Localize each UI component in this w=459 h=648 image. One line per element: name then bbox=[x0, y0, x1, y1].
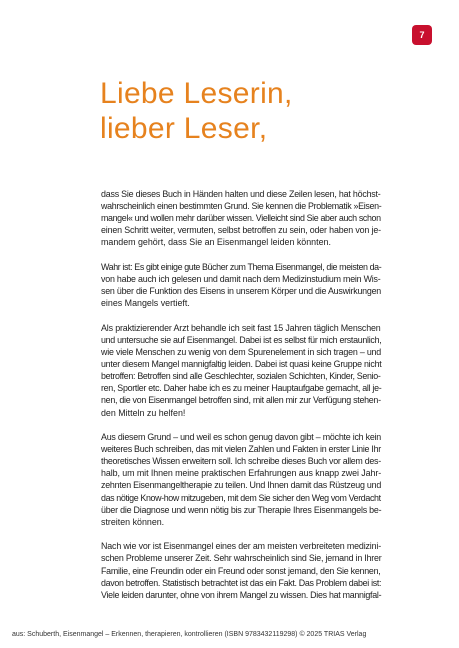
text-line: mandem gehört, dass Sie an Eisenmangel leiden könnten. bbox=[101, 237, 331, 248]
text-line: den Mitteln zu helfen! bbox=[101, 407, 186, 418]
text-line: das nötige Know-how mitzugeben, mit dem Sie sicher den Weg vom Verdacht bbox=[101, 492, 381, 503]
body-paragraph bbox=[101, 540, 381, 600]
body-paragraph bbox=[101, 261, 381, 309]
text-line: davon betroffen. Statistisch betrachtet ist das ein Fakt. Das Problem dabei ist: bbox=[101, 577, 382, 588]
text-line: schen Probleme unserer Zeit. Sehr wahrscheinlich sind Sie, jemand in Ihrer bbox=[101, 553, 382, 564]
body-paragraph bbox=[101, 431, 381, 528]
text-line: Wahr ist: Es gibt einige gute Bücher zum Thema Eisenmangel, die meisten da- bbox=[101, 261, 382, 272]
text-line: wie viele Menschen zu wenig von dem Spurenelement in sich tragen – und bbox=[101, 347, 382, 358]
text-line: Familie, eine Freundin oder ein Freund oder sonst jemand, den Sie kennen, bbox=[101, 565, 381, 576]
text-line: unter diesem Mangel mannigfaltig leiden. Dabei ist quasi keine Gruppe nicht bbox=[101, 359, 382, 370]
text-line: über die Diagnose und wenn nötig bis zur Therapie Ihres Eisenmangels be- bbox=[101, 504, 382, 515]
text-line: halb, um mit Ihnen meine praktischen Erfahrungen aus knapp zwei Jahr- bbox=[101, 468, 382, 479]
text-line: sen über die Funktion des Eisens in unserem Körper und die Auswirkungen bbox=[101, 286, 382, 297]
text-line: weiteres Buch schreiben, das mit vielen Zahlen und Fakten in erster Linie Ihr bbox=[101, 444, 381, 455]
text-line: Viele leiden darunter, ohne von ihrem Mangel zu wissen. Dies hat mannigfal- bbox=[101, 589, 382, 600]
heading-line-1: Liebe Leserin, bbox=[100, 77, 293, 110]
text-line: nen, die von Eisenmangel betroffen sind, mit allen mir zur Verfügung stehen- bbox=[101, 395, 381, 406]
text-line: streiten können. bbox=[101, 516, 165, 527]
text-line: zehnten Eisenmangeltherapie zu teilen. Und Ihnen damit das Rüstzeug und bbox=[101, 480, 382, 491]
text-line: ren, Sportler etc. Daher habe ich es zu meiner Hauptaufgabe gemacht, all je- bbox=[101, 383, 382, 394]
chapter-heading bbox=[100, 76, 293, 146]
text-line: Aus diesem Grund – und weil es schon genug davon gibt – möchte ich kein bbox=[101, 432, 382, 443]
text-line: betroffen: Betroffen sind alle Geschlechter, sozialen Schichten, Kinder, Senio- bbox=[101, 371, 381, 382]
text-line: wahrscheinlich einen bestimmten Grund. Sie kennen die Problematik »Eisen- bbox=[101, 201, 382, 212]
text-line: theoretisches Wissen erweitern soll. Ich schreibe dieses Buch vor allem des- bbox=[101, 456, 381, 467]
text-line: und untersuche sie auf Eisenmangel. Dabei ist es selbst für mich erstaunlich, bbox=[101, 334, 382, 345]
body-paragraph bbox=[101, 188, 381, 248]
body-paragraph bbox=[101, 322, 381, 419]
text-line: von habe auch ich gelesen und damit nach dem Medizinstudium mein Wis- bbox=[101, 274, 381, 285]
text-line: eines Mangels vertieft. bbox=[101, 298, 190, 309]
text-line: Nach wie vor ist Eisenmangel eines der am meisten verbreiteten medizini- bbox=[101, 541, 382, 552]
text-line: Als praktizierender Arzt behandle ich seit fast 15 Jahren täglich Menschen bbox=[101, 322, 381, 333]
text-line: dass Sie dieses Buch in Händen halten und diese Zeilen lesen, hat höchst- bbox=[101, 189, 381, 199]
body-text bbox=[101, 188, 381, 613]
text-line: einen Schritt weiter, vermuten, selbst betroffen zu sein, oder haben von je- bbox=[101, 225, 381, 236]
page-number-badge: 7 bbox=[412, 25, 432, 45]
text-line: mangel« und wollen mehr darüber wissen. Vielleicht sind Sie aber auch schon bbox=[101, 213, 381, 224]
source-footer: aus: Schuberth, Eisenmangel – Erkennen, therapieren, kontrollieren (ISBN 9783432119298) © 2025 TRIAS Verlag bbox=[12, 631, 367, 638]
heading-line-2: lieber Leser, bbox=[100, 112, 268, 145]
